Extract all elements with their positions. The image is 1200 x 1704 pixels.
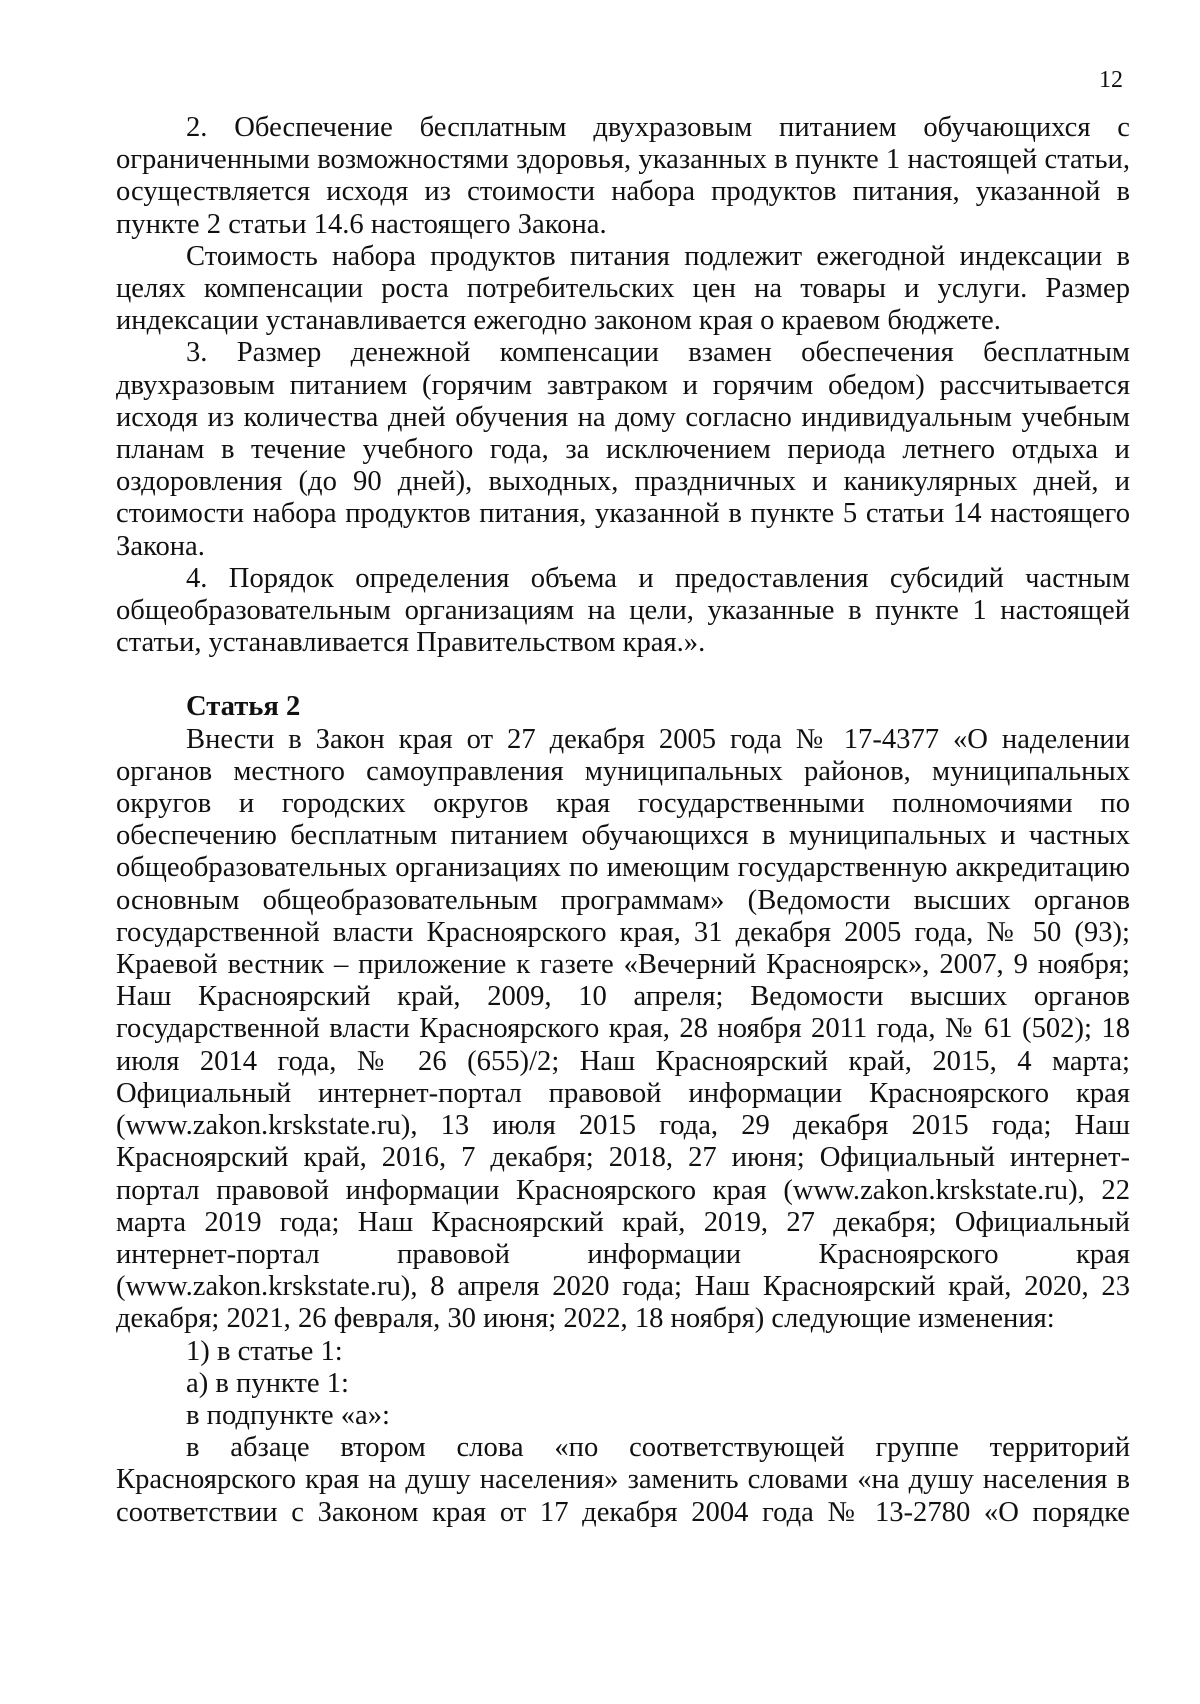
article-heading: Статья 2 bbox=[186, 691, 301, 723]
document-body bbox=[116, 112, 1130, 1529]
paragraph-indexation: Стоимость набора продуктов питания подлежит ежегодной индексации в целях компенсации роста потребительских цен на товары и услуги. Размер индексации устанавливается ежегодно законом края о краевом бюджете. bbox=[116, 240, 1130, 337]
page-number: 12 bbox=[1099, 67, 1123, 93]
paragraph-3: 3. Размер денежной компенсации взамен обеспечения бесплатным двухразовым питанием (горячим завтраком и горячим обедом) рассчитывается исходя из количества дней обучения на дому согласно индивидуальным учебным планам в течение учебного года, за исключением периода летнего отдыха и оздоровления (до 90 дней), выходных, праздничных и каникулярных дней, и стоимости набора продуктов питания, указанной в пункте 5 статьи 14 настоящего Закона. bbox=[116, 337, 1130, 562]
paragraph-item-1: 1) в статье 1: bbox=[186, 1335, 343, 1367]
paragraph-2: 2. Обеспечение бесплатным двухразовым питанием обучающихся с ограниченными возможностями здоровья, указанных в пункте 1 настоящей статьи, осуществляется исходя из стоимости набора продуктов питания, указанной в пункте 2 статьи 14.6 настоящего Закона. bbox=[116, 112, 1130, 240]
paragraph-item-a: а) в пункте 1: bbox=[186, 1367, 350, 1399]
paragraph-4: 4. Порядок определения объема и предоставления субсидий частным общеобразовательным организациям на цели, указанные в пункте 1 настоящей статьи, устанавливается Правительством края.». bbox=[116, 562, 1130, 659]
paragraph-subitem-a: в подпункте «а»: bbox=[186, 1399, 390, 1431]
paragraph-replacement: в абзаце втором слова «по соответствующей группе территорий Красноярского края на душу населения» заменить словами «на душу населения в соответствии с Законом края от 17 декабря 2004 года № 13-2780 «О порядке bbox=[116, 1432, 1130, 1528]
section-spacer bbox=[116, 659, 1130, 691]
paragraph-amendments-intro: Внести в Закон края от 27 декабря 2005 года № 17-4377 «О наделении органов местного самоуправления муниципальных районов, муниципальных округов и городских округов края государственными полномочиями по обеспечению бесплатным питанием обучающихся в муниципальных и частных общеобразовательных организациях по имеющим государственную аккредитацию основным общеобразовательным программам» (Ведомости высших органов государственной власти Красноярского края, 31 декабря 2005 года, № 50 (93); Краевой вестник – приложение к газете «Вечерний Красноярск», 2007, 9 ноября; Наш Красноярский край, 2009, 10 апреля; Ведомости высших органов государственной власти Красноярского края, 28 ноября 2011 года, № 61 (502); 18 июля 2014 года, № 26 (655)/2; Наш Красноярский край, 2015, 4 марта; Официальный интернет-портал правовой информации Красноярского края (www.zakon.krskstate.ru), 13 июля 2015 года, 29 декабря 2015 года; Наш Красноярский край, 2016, 7 декабря; 2018, 27 июня; Официальный интернет-портал правовой информации Красноярского края (www.zakon.krskstate.ru), 22 марта 2019 года; Наш Красноярский край, 2019, 27 декабря; Официальный интернет-портал правовой информации Красноярского края (www.zakon.krskstate.ru), 8 апреля 2020 года; Наш Красноярский край, 2020, 23 декабря; 2021, 26 февраля, 30 июня; 2022, 18 ноября) следующие изменения: bbox=[116, 723, 1130, 1335]
